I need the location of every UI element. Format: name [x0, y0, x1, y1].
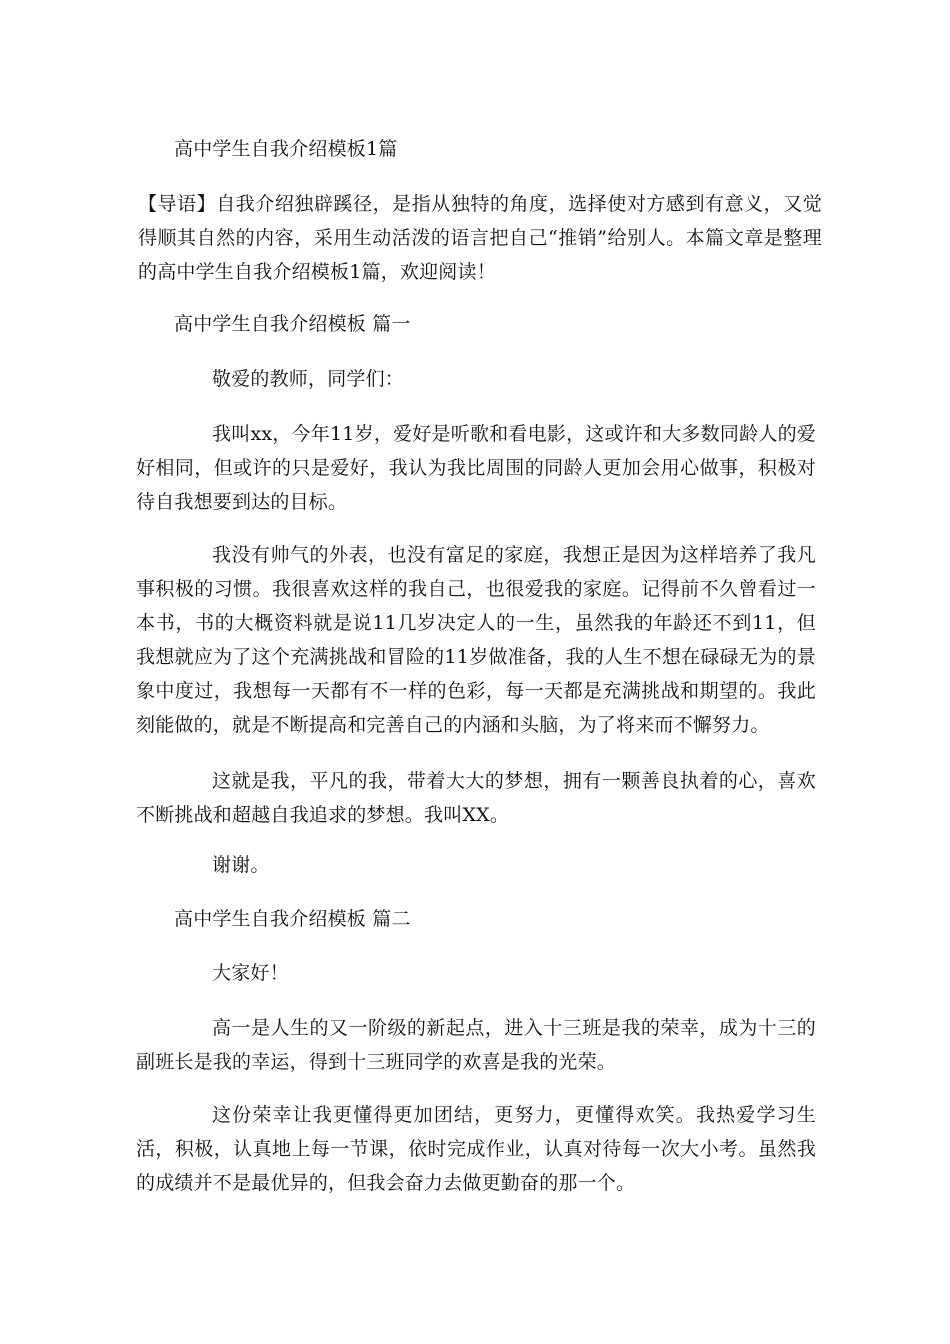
- section1-paragraph-1: 我叫xx，今年11岁，爱好是听歌和看电影，这或许和大多数同龄人的爱好相同，但或许的只是爱好，我认为我比周围的同龄人更加会用心做事，积极对待自我想要到达的目标。: [136, 423, 816, 513]
- document-title: 高中学生自我介绍模板1篇: [174, 138, 398, 160]
- section2-heading: 高中学生自我介绍模板 篇二: [174, 908, 411, 930]
- section1-closing: 谢谢。: [212, 854, 270, 876]
- intro-paragraph: 【导语】自我介绍独辟蹊径，是指从独特的角度，选择使对方感到有意义，又觉得顺其自然的内容，采用生动活泼的语言把自己“推销”给别人。本篇文章是整理的高中学生自我介绍模板1篇，欢迎阅读！: [138, 193, 822, 283]
- section2-greeting: 大家好！: [212, 962, 289, 984]
- section2-paragraph-2: 这份荣幸让我更懂得更加团结，更努力，更懂得欢笑。我热爱学习生活，积极，认真地上每一节课，依时完成作业，认真对待每一次大小考。虽然我的成绩并不是最优异的，但我会奋力去做更勤奋的那一个。: [136, 1104, 816, 1194]
- section1-paragraph-3: 这就是我，平凡的我，带着大大的梦想，拥有一颗善良执着的心，喜欢不断挑战和超越自我追求的梦想。我叫XX。: [136, 770, 816, 826]
- section1-paragraph-2: 我没有帅气的外表，也没有富足的家庭，我想正是因为这样培养了我凡事积极的习惯。我很喜欢这样的我自己，也很爱我的家庭。记得前不久曾看过一本书，书的大概资料就是说11几岁决定人的一生，虽然我的年龄还不到11，但我想就应为了这个充满挑战和冒险的11岁做准备，我的人生不想在碌碌无为的景象中度过，我想每一天都有不一样的色彩，每一天都是充满挑战和期望的。我此刻能做的，就是不断提高和完善自己的内涵和头脑，为了将来而不懈努力。: [136, 544, 816, 736]
- section2-paragraph-1: 高一是人生的又一阶级的新起点，进入十三班是我的荣幸，成为十三的副班长是我的幸运，得到十三班同学的欢喜是我的光荣。: [136, 1017, 816, 1073]
- section1-heading: 高中学生自我介绍模板 篇一: [174, 313, 411, 335]
- section1-greeting: 敬爱的教师，同学们：: [212, 368, 405, 390]
